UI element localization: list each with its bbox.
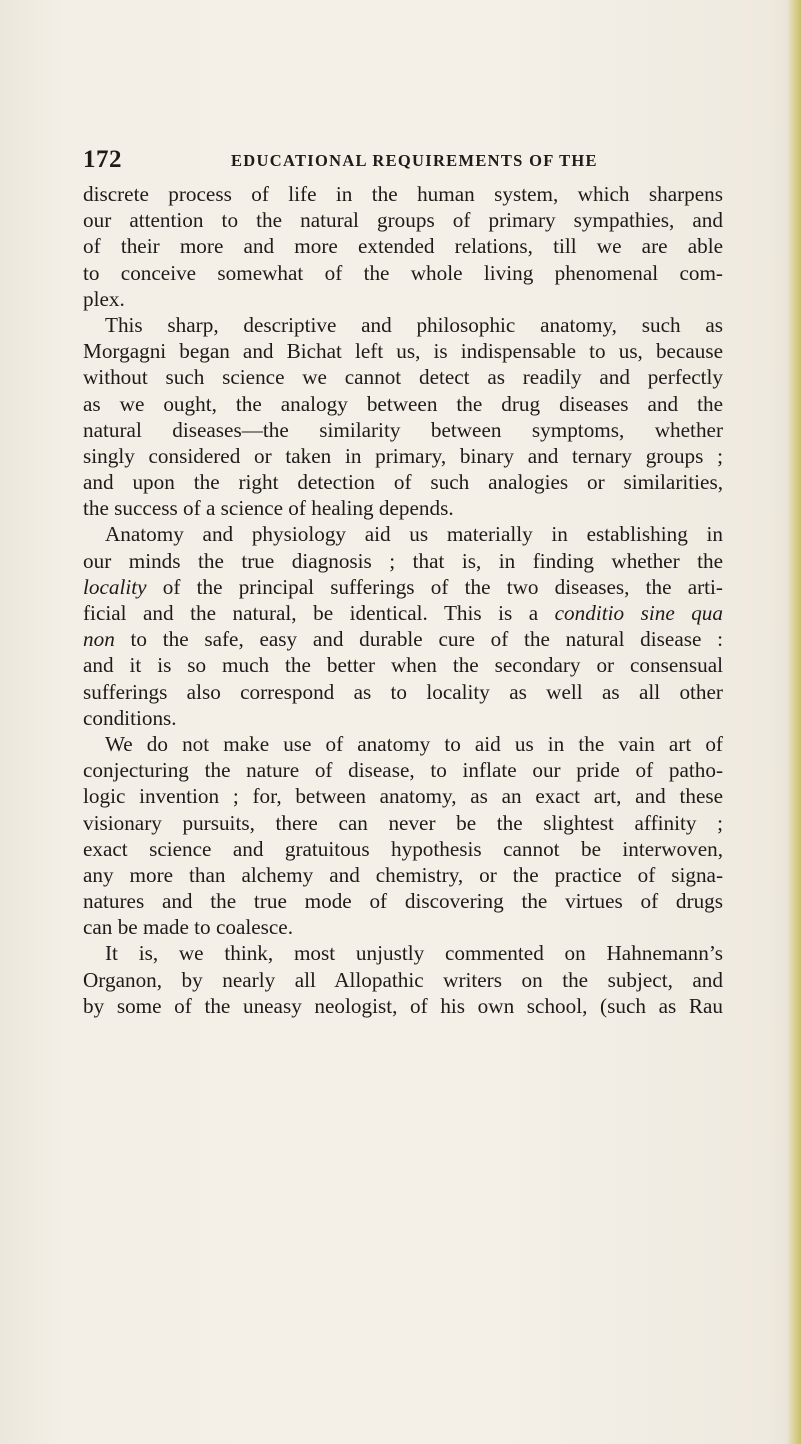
text-line [83, 626, 723, 652]
page-header [83, 146, 723, 176]
italic-term: non [83, 627, 115, 652]
italic-term: conditio sine qua [554, 601, 723, 625]
text-line [83, 600, 723, 626]
italic-term: locality [83, 574, 147, 599]
page-number: 172 [83, 146, 122, 173]
text-line: our attention to the natural groups of primary sympathies, and [83, 208, 723, 233]
text-line: and upon the right detection of such analogies or similarities, [83, 470, 723, 495]
text-line: to conceive somewhat of the whole living phenomenal com- [83, 260, 723, 285]
text-line: without such science we cannot detect as readily and perfectly [83, 365, 723, 390]
text-segment: ficial and the natural, be identical. This is a [83, 601, 555, 625]
body-text [83, 181, 723, 1019]
text-line: visionary pursuits, there can never be the slightest affinity ; [83, 810, 723, 835]
text-line: any more than alchemy and chemistry, or the practice of signa- [83, 862, 723, 887]
text-line: and it is so much the better when the secondary or consensual [83, 653, 723, 678]
text-segment: of the principal sufferings of the two diseases, the arti- [146, 574, 723, 599]
text-line: discrete process of life in the human system, which sharpens [83, 182, 723, 206]
text-line: conditions. [83, 705, 177, 730]
text-line: sufferings also correspond as to locality as well as all other [83, 679, 723, 704]
text-line: We do not make use of anatomy to aid us in the vain art of [105, 731, 723, 756]
text-line: It is, we think, most unjustly commented on Hahnemann’s [105, 941, 723, 966]
running-head: EDUCATIONAL REQUIREMENTS OF THE [231, 151, 598, 170]
text-line: the success of a science of healing depends. [83, 496, 454, 521]
page-edge [787, 0, 801, 1444]
text-line: Morgagni began and Bichat left us, is indispensable to us, because [83, 339, 723, 364]
text-line: natures and the true mode of discovering the virtues of drugs [83, 889, 723, 914]
text-line: natural diseases—the similarity between symptoms, whether [83, 417, 723, 442]
text-line: exact science and gratuitous hypothesis cannot be interwoven, [83, 836, 723, 861]
text-line: Organon, by nearly all Allopathic writers on the subject, and [83, 967, 723, 992]
text-line [83, 574, 723, 600]
text-segment: to the safe, easy and durable cure of the natural disease : [114, 627, 723, 652]
text-line: as we ought, the analogy between the drug diseases and the [83, 391, 723, 416]
text-line: our minds the true diagnosis ; that is, in finding whether the [83, 548, 723, 573]
text-line: Anatomy and physiology aid us materially in establishing in [105, 522, 723, 547]
text-line: This sharp, descriptive and philosophic anatomy, such as [105, 312, 723, 337]
text-line: logic invention ; for, between anatomy, as an exact art, and these [83, 784, 723, 809]
text-line: singly considered or taken in primary, binary and ternary groups ; [83, 443, 723, 468]
text-line: plex. [83, 286, 125, 311]
text-line: conjecturing the nature of disease, to inflate our pride of patho- [83, 758, 723, 783]
text-line: by some of the uneasy neologist, of his own school, (such as Rau [83, 993, 723, 1018]
text-line: can be made to coalesce. [83, 915, 293, 940]
text-line: of their more and more extended relations, till we are able [83, 234, 723, 259]
